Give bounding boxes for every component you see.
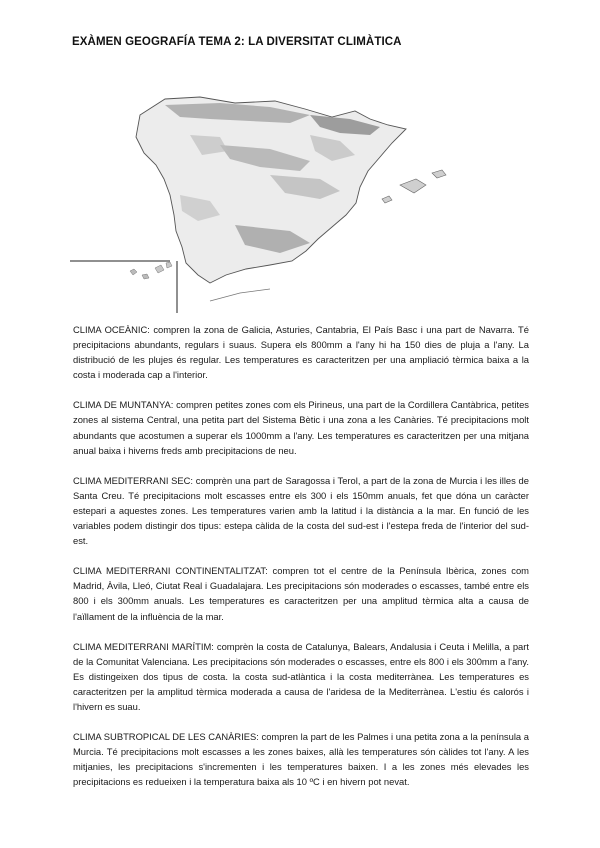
balearic-islands bbox=[382, 170, 446, 203]
section-dry-mediterranean: CLIMA MEDITERRANI SEC: comprèn una part de Saragossa i Terol, a part de la zona de Murcia i les illes de Santa Creu. Té precipitacions molt escasses entre els 300 i els 150mm anuals, fet que dóna un caràcter estepari a aquestes zones. Les temperatures varien amb la latitud i la distància a la mar. En funció de les variables podem distingir dos tipus: estepa càlida de la costa del sud-est i l'estepa freda de l'interior del sud-est. bbox=[73, 474, 529, 547]
section-subtropical-canaries: CLIMA SUBTROPICAL DE LES CANÀRIES: compren la part de les Palmes i una petita zona a la península a Murcia. Té precipitacions molt escasses a les zones baixes, allà les temperatures són càlides tot l'any. A les mitjanies, les precipitacions s'incrementen i les temperatures baixen. I a les zones més elevades les precipitacions es redueixen i la temperatura baixa als 10 ºC i en hivern pot nevat. bbox=[73, 731, 529, 788]
section-oceanic: CLIMA OCEÀNIC: compren la zona de Galicia, Asturies, Cantabria, El País Basc i una part de Navarra. Té precipitacions abundants, regulars i suaus. Supera els 800mm a l'any hi ha 150 dies de pluja a l'any. La distribució de les plujes és regular. Les temperatures es caracteritzen per una ampliació tèrmica baixa a la costa i moderada cap a l'interior. bbox=[73, 324, 529, 381]
canary-islands-inset bbox=[70, 261, 177, 313]
section-continental-mediterranean: CLIMA MEDITERRANI CONTINENTALITZAT: compren tot el centre de la Península Ibèrica, zones com Madrid, Àvila, Lleó, Ciutat Real i Guadalajara. Les precipitacions són moderades o escasses, també entre els 800 i els 300mm anuals. Les temperatures es caracteritzen per una amplitud tèrmica alta a causa de l'aïllament de la influència de la mar. bbox=[73, 565, 529, 622]
section-mountain: CLIMA DE MUNTANYA: compren petites zones com els Pirineus, una part de la Cordillera Cantàbrica, petites zones al sistema Central, una petita part del Sistema Bètic i una zona a les Canàries. Té precipitacions molt abundants que acostumen a superar els 1000mm a l'any. Les temperatures es caracteritzen per una mitjana anual baixa i hiverns freds amb precipitacions de neu. bbox=[73, 399, 529, 456]
section-maritime-mediterranean: CLIMA MEDITERRANI MARÍTIM: comprèn la costa de Catalunya, Balears, Andalusia i Ceuta i Melilla, a part de la Comunitat Valenciana. Les precipitacions són moderades o escasses, entre els 800 i els 300mm a l'any. Es distingeixen dos tipus de costa. la costa sud-atlàntica i la costa mediterrànea. Les temperatures es caracteritzen per la amplitud tèrmica moderada a causa de l'aridesa de la Mediterrànea. L'estiu és calorós i l'hivern es suau. bbox=[73, 640, 529, 712]
page-title: EXÀMEN GEOGRAFÍA TEMA 2: LA DIVERSITAT CLIMÀTICA bbox=[72, 36, 402, 48]
iberian-peninsula-relief-map-icon bbox=[70, 75, 510, 315]
climate-sections bbox=[73, 322, 529, 804]
peninsula-landmass bbox=[136, 97, 406, 283]
